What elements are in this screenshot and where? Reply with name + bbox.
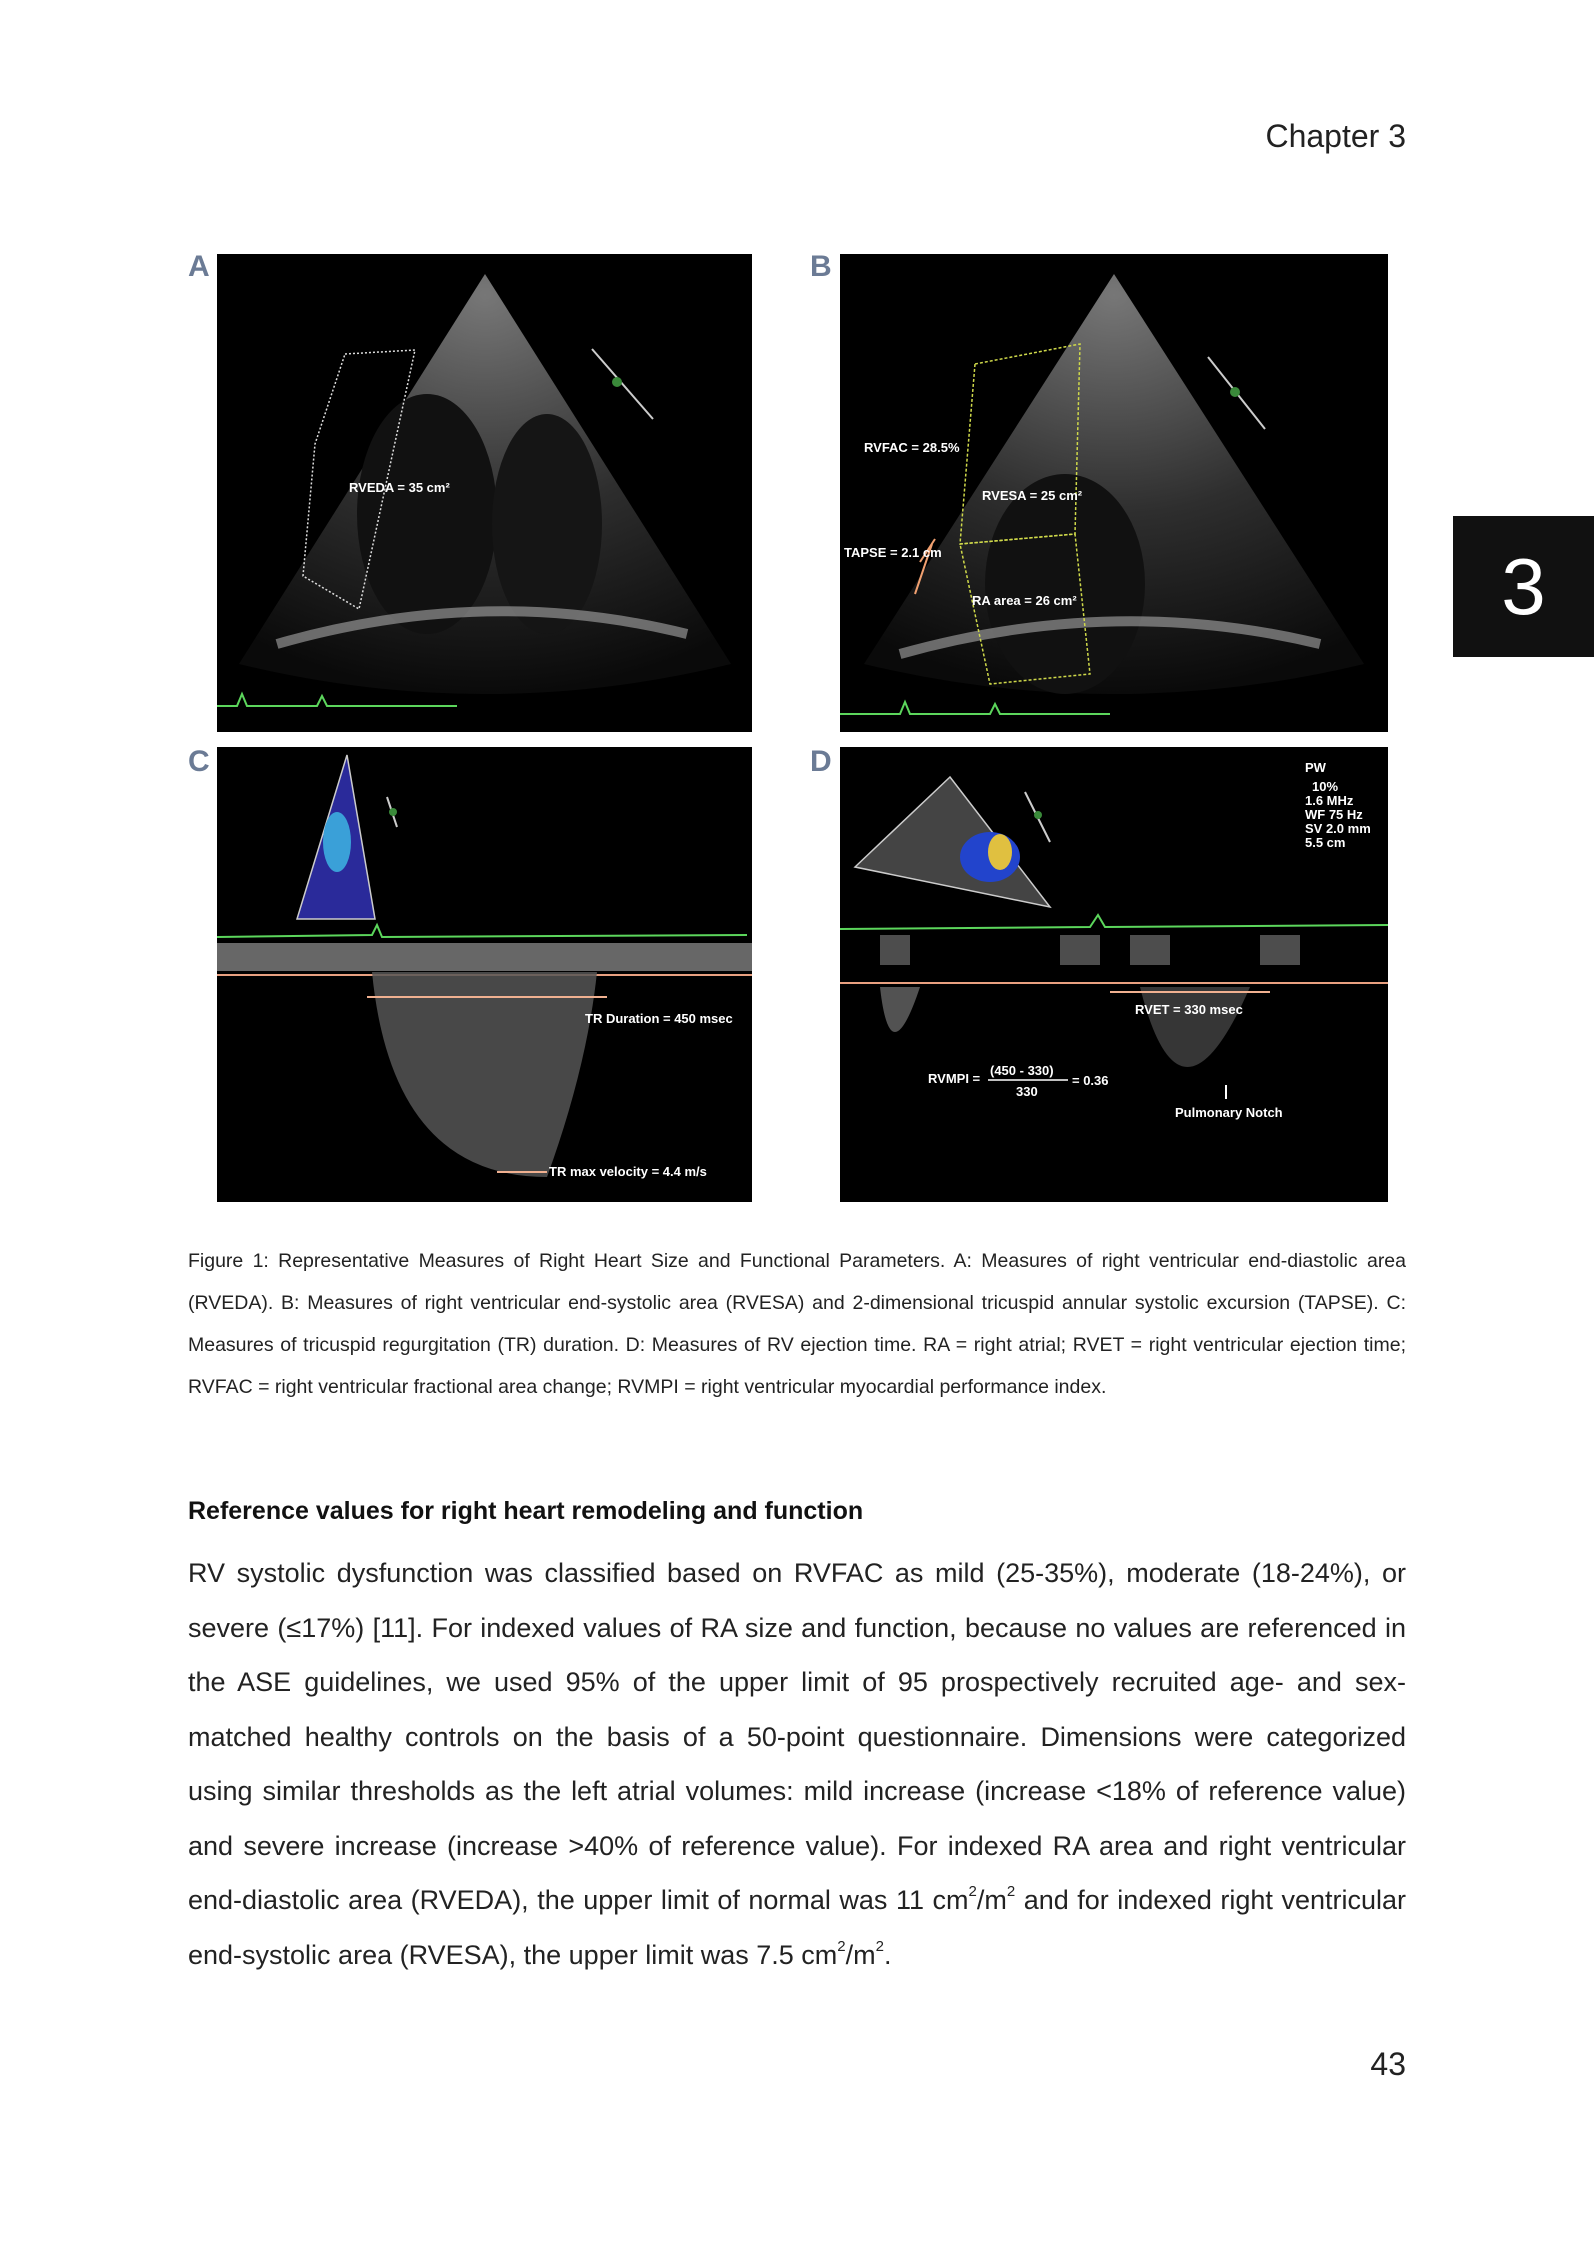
pw-title: PW	[1305, 760, 1326, 775]
rvmpi-result: = 0.36	[1072, 1073, 1109, 1088]
panel-a-echo-image	[217, 254, 752, 732]
rvmpi-label: RVMPI =	[928, 1071, 981, 1086]
tapse-annotation: TAPSE = 2.1 cm	[844, 545, 942, 560]
pulmonary-notch-annotation: Pulmonary Notch	[1175, 1105, 1283, 1120]
panel-d-doppler-image	[840, 747, 1388, 1202]
rvmpi-denominator: 330	[1016, 1084, 1038, 1099]
rvmpi-numerator: (450 - 330)	[990, 1063, 1054, 1078]
ra-area-annotation: RA area = 26 cm²	[972, 593, 1077, 608]
panel-b-label: B	[810, 250, 832, 283]
body-paragraph	[188, 1546, 1406, 1982]
body-text-segment: /m	[976, 1885, 1007, 1915]
pw-setting: SV 2.0 mm	[1305, 821, 1371, 836]
pw-setting: WF 75 Hz	[1305, 807, 1363, 822]
rveda-annotation: RVEDA = 35 cm²	[349, 480, 450, 495]
superscript: 2	[837, 1937, 846, 1955]
figure-caption: Figure 1: Representative Measures of Right Heart Size and Functional Parameters. A: Measures of right ventricular end-diastolic area (RVEDA). B: Measures of right ventricular end-systolic area (RVESA) and 2-dimensional tricuspid annular systolic excursion (TAPSE). C: Measures of tricuspid regurgitation (TR) duration. D: Measures of RV ejection time. RA = right atrial; RVET = right ventricular ejection time; RVFAC = right ventricular fractional area change; RVMPI = right ventricular myocardial performance index.	[188, 1250, 1406, 1398]
chapter-tab: 3	[1453, 516, 1594, 657]
pw-setting: 1.6 MHz	[1305, 793, 1354, 808]
panel-c-doppler-image	[217, 747, 752, 1202]
body-text-segment: /m	[845, 1939, 876, 1970]
panel-c-label: C	[188, 745, 210, 778]
body-text-segment: RV systolic dysfunction was classified based on RVFAC as mild (25-35%), moderate (18-24%), or severe (≤17%) [11]. For indexed values of RA size and function, because no values are referenced in the ASE guidelines, we used 95% of the upper limit of 95 prospectively recruited age- and sex-matched healthy controls on the basis of a 50-point questionnaire. Dimensions were categorized using similar thresholds as the left atrial volumes: mild increase (increase <18% of reference value) and severe increase (increase >40% of reference value). For indexed RA area and right ventricular end-diastolic area (RVEDA), the upper limit of normal was 11 cm	[188, 1558, 1406, 1915]
section-heading: Reference values for right heart remodeling and function	[188, 1497, 864, 1525]
pw-setting: 5.5 cm	[1305, 835, 1346, 850]
panel-d-label: D	[810, 745, 832, 778]
page-number: 43	[1370, 2046, 1406, 2082]
body-text-segment: .	[883, 1939, 892, 1970]
superscript: 2	[1006, 1883, 1016, 1900]
rvesa-annotation: RVESA = 25 cm²	[982, 488, 1083, 503]
tr-max-velocity-annotation: TR max velocity = 4.4 m/s	[549, 1164, 707, 1179]
panel-a-label: A	[188, 250, 210, 283]
superscript: 2	[875, 1937, 884, 1955]
rvfac-annotation: RVFAC = 28.5%	[864, 440, 960, 455]
pw-setting: 10%	[1312, 779, 1339, 794]
superscript: 2	[968, 1883, 977, 1900]
chapter-header: Chapter 3	[1265, 118, 1406, 154]
panel-b-echo-image	[840, 254, 1388, 732]
body-text-segment: and for indexed right ventricular end-systolic area (RVESA), the upper limit was 7.5 cm	[188, 1885, 1406, 1970]
tr-duration-annotation: TR Duration = 450 msec	[585, 1011, 733, 1026]
rvet-annotation: RVET = 330 msec	[1135, 1002, 1243, 1017]
